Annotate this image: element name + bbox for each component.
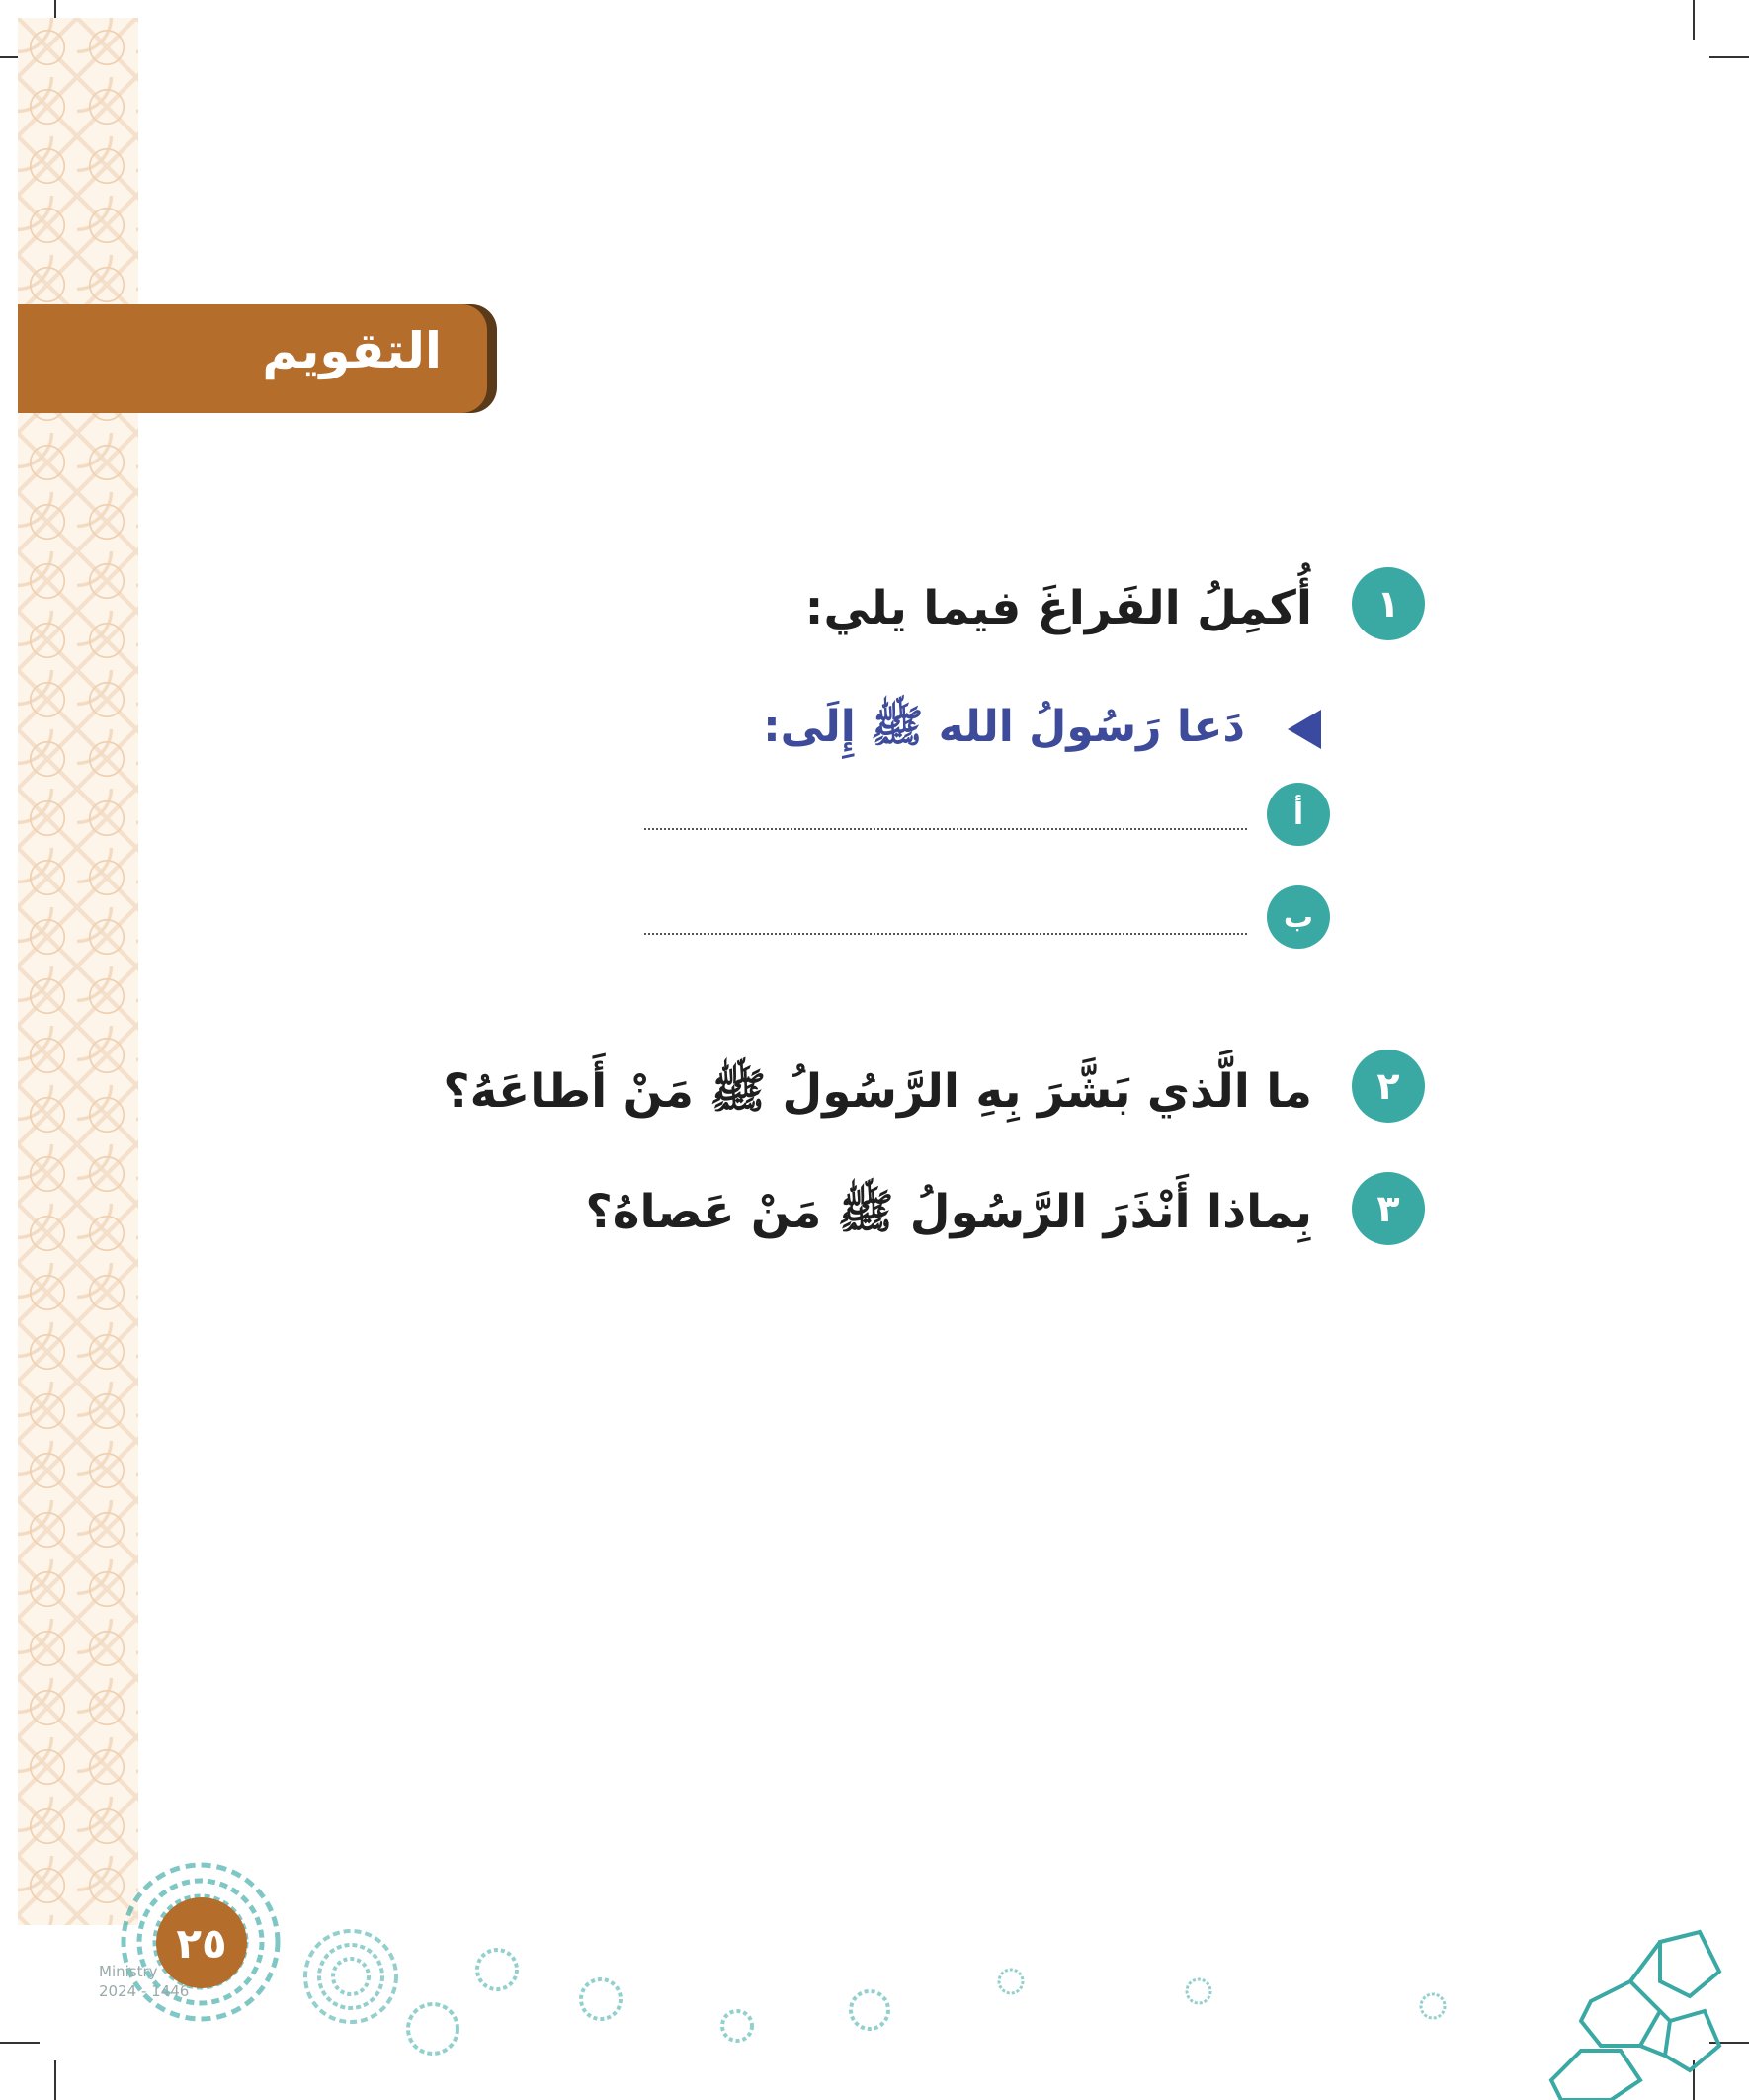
publisher-year: 2024 - 1446 [99, 1982, 190, 2000]
rosette-decoration [1418, 1991, 1448, 2021]
rosette-decoration [405, 2001, 460, 2057]
publisher-mark [99, 1962, 189, 2001]
question-text-3: بِماذا أَنْذَرَ الرَّسُولُ ﷺ مَنْ عَصاهُ؟ [585, 1185, 1312, 1239]
option-label-b: ب [1267, 885, 1330, 949]
crop-mark [54, 2060, 56, 2100]
rosette-decoration [719, 2008, 755, 2044]
option-label-a: أ [1267, 783, 1330, 846]
answer-line-a[interactable] [644, 828, 1247, 830]
crop-mark [1709, 56, 1749, 58]
answer-line-b[interactable] [644, 933, 1247, 935]
question-text-2: ما الَّذي بَشَّرَ بِهِ الرَّسُولُ ﷺ مَنْ أَطاعَهُ؟ [443, 1064, 1312, 1119]
rosette-decoration [996, 1967, 1026, 1996]
rosette-decoration [1184, 1976, 1213, 2006]
rosette-decoration [474, 1947, 520, 1992]
rosette-decoration [578, 1976, 624, 2022]
rosette-decoration [301, 1927, 400, 2026]
question-prompt-1: دَعا رَسُولُ الله ﷺ إِلَى: [763, 702, 1245, 752]
question-number-2: ٢ [1352, 1050, 1425, 1123]
question-number-3: ٣ [1352, 1172, 1425, 1245]
crop-mark [1693, 0, 1695, 40]
page-number: ٢٥ [156, 1897, 247, 1988]
question-number-1: ١ [1352, 567, 1425, 640]
page-title: التقويم [262, 322, 442, 379]
publisher-line: Ministry [99, 1963, 158, 1980]
rosette-decoration [848, 1988, 891, 2032]
question-text-1: أُكمِلُ الفَراغَ فيما يلي: [804, 581, 1312, 635]
section-banner [18, 304, 487, 413]
crop-mark [0, 2042, 40, 2044]
arrow-left-icon [1288, 710, 1321, 749]
geometric-corner-decoration [1532, 1883, 1729, 2100]
